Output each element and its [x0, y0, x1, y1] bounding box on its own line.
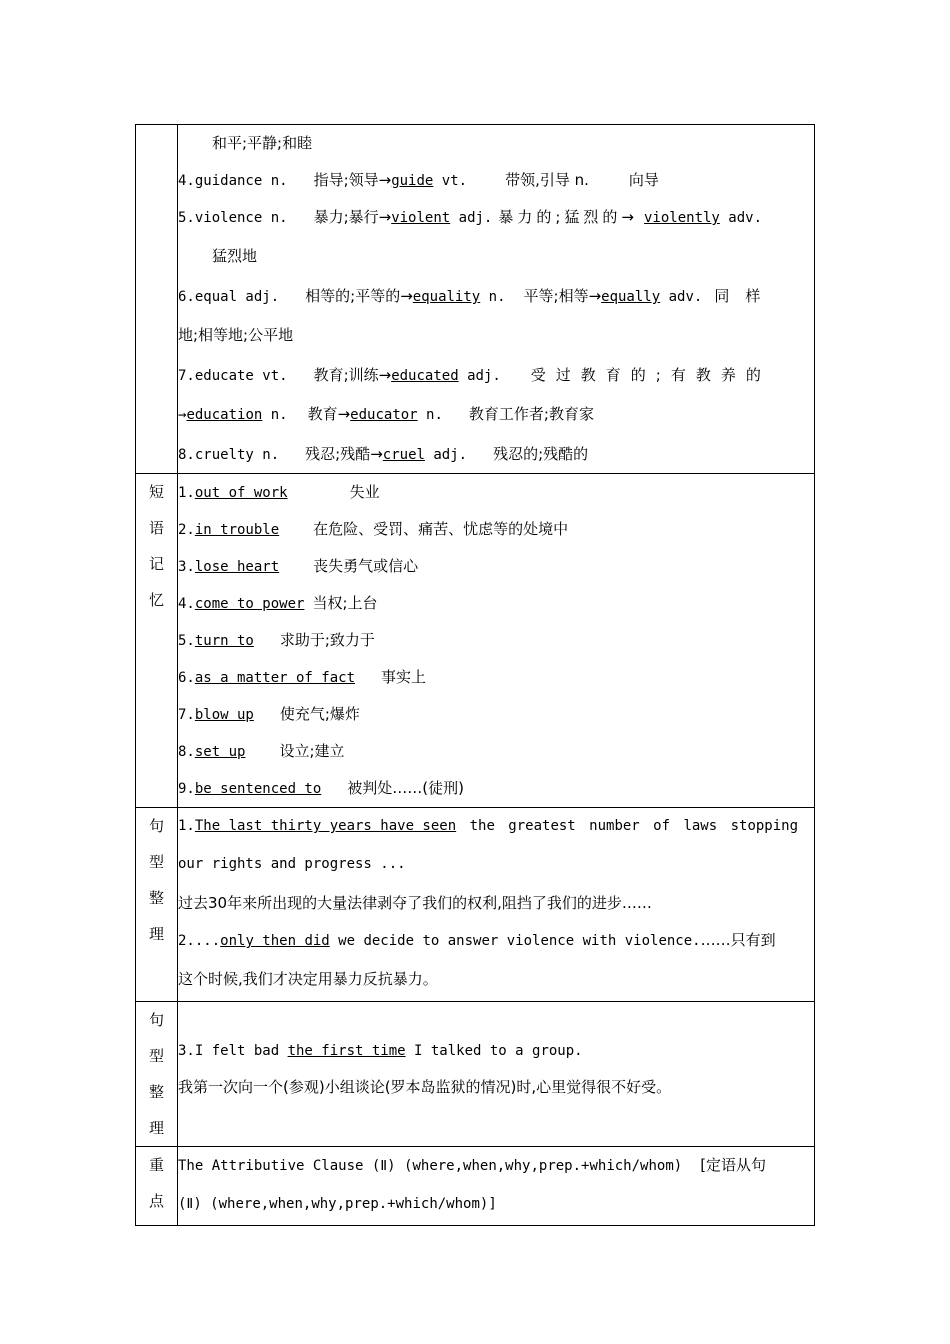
text-phrases-items-7-n: 8. [178, 744, 195, 760]
text-sentences1-s1-rest: the greatest number of laws stopping [456, 818, 799, 834]
text-vocab-w7-c: educated [391, 368, 459, 384]
vocab-item-8 [178, 436, 814, 473]
vocab-item-4 [178, 162, 814, 199]
text-vocab-w7-e: 受过教育的;有教养的 [530, 366, 771, 384]
grammar-row [136, 1147, 815, 1226]
text-phrases-items-1-n: 2. [178, 522, 195, 538]
text-phrases-items-6-en: blow up [194, 707, 254, 723]
text-phrases-items-4-cn: 求助于;致力于 [279, 631, 375, 649]
text-vocab-w7-f: → [178, 407, 187, 423]
text-sentences2-label-1: 型 [148, 1047, 164, 1065]
text-vocab-w8-e: 残忍的;残酷的 [493, 445, 589, 463]
text-vocab-w7-n: 7. [178, 368, 195, 384]
text-phrases-items-6-cn: 使充气;爆炸 [279, 705, 360, 723]
sentences-label-2 [136, 1002, 178, 1147]
text-sentences1-s1-cn: 过去30年来所出现的大量法律剥夺了我们的权利,阻挡了我们的进步…… [178, 894, 652, 912]
text-vocab-w4-d: vt. [433, 173, 468, 189]
text-vocab-w7-h: n. [262, 407, 288, 423]
text-phrases-items-2-cn: 丧失勇气或信心 [313, 557, 419, 575]
sentence-1 [178, 808, 814, 844]
text-phrases-items-3-cn: 当权;上台 [312, 594, 378, 612]
phrase-item-3 [178, 548, 814, 585]
text-sentences2-label-0: 句 [148, 1011, 164, 1029]
text-phrases-items-8-cn: 被判处……(徒刑) [347, 779, 465, 797]
text-phrases-items-4-en: turn to [194, 633, 254, 649]
text-vocab-w7-i: 教育→ [307, 405, 351, 423]
text-sentences1-s1-cont: our rights and progress ... [178, 856, 406, 872]
vocab-item-6 [178, 278, 814, 315]
text-sentences2-label-3: 理 [148, 1119, 164, 1137]
text-phrases-items-2-n: 3. [178, 559, 195, 575]
text-phrases-items-5-en: as a matter of fact [194, 670, 356, 686]
phrases-cell [178, 474, 815, 808]
text-sentences2-s3-n: 3.I felt bad [178, 1043, 288, 1059]
text-sentences1-label-2: 整 [148, 889, 164, 907]
text-grammar-line1a: The Attributive Clause (Ⅱ) (where,when,why,prep.+which/whom) [178, 1158, 683, 1174]
text-phrases-items-3-en: come to power [194, 596, 305, 612]
sentence-1-cont [178, 844, 814, 885]
text-phrases-items-8-en: be sentenced to [194, 781, 322, 797]
text-grammar-line1b: [定语从句 [700, 1156, 767, 1174]
phrase-item-4 [178, 585, 814, 622]
text-vocab-w6-i: 地;相等地;公平地 [178, 326, 294, 344]
text-vocab-w8-d: adj. [424, 447, 468, 463]
vocab-item-6-cont [178, 315, 814, 357]
text-phrases-label-1: 语 [148, 519, 164, 537]
text-vocab-w7-b: 教育;训练→ [313, 366, 392, 384]
text-phrases-items-7-en: set up [194, 744, 246, 760]
text-sentences1-s2-cn2: 这个时候,我们才决定用暴力反抗暴力。 [178, 970, 438, 988]
text-vocab-w6-c: equality [412, 289, 481, 305]
text-vocab-w5-b: 暴力;暴行→ [313, 208, 392, 226]
text-phrases-label-3: 忆 [148, 591, 164, 609]
text-vocab-w8-n: 8. [178, 447, 195, 463]
text-sentences1-s1-n: 1. [178, 818, 195, 834]
text-vocab-w5-c: violent [391, 210, 451, 226]
text-phrases-items-1-en: in trouble [194, 522, 280, 538]
text-vocab-w6-g: adv. [660, 289, 703, 305]
sentences-row-2 [136, 1002, 815, 1147]
sentence-2 [178, 922, 814, 959]
phrases-label [136, 474, 178, 808]
text-phrases-items-3-n: 4. [178, 596, 195, 612]
text-phrases-items-5-n: 6. [178, 670, 195, 686]
phrase-item-1 [178, 474, 814, 511]
sentence-2-cont [178, 959, 814, 1001]
text-grammar-label-0: 重 [148, 1156, 164, 1174]
vocab-line-0 [178, 125, 814, 162]
text-phrases-items-5-cn: 事实上 [381, 668, 427, 686]
text-phrases-items-0-cn: 失业 [349, 483, 380, 501]
text-vocab-w6-h: 同样 [714, 287, 777, 305]
study-table [135, 124, 815, 1226]
text-vocab-w4-c: guide [391, 173, 434, 189]
phrases-row [136, 474, 815, 808]
text-phrases-items-0-en: out of work [194, 485, 288, 501]
text-vocab-w5-d: adj. [450, 210, 493, 226]
grammar-line-2 [178, 1184, 814, 1225]
sentences-cell-1 [178, 808, 815, 1002]
text-grammar-line2: (Ⅱ) (where,when,why,prep.+which/whom)] [178, 1196, 497, 1212]
text-vocab-w5-f: violently [644, 210, 720, 226]
text-vocab-w6-a: equal adj. [194, 289, 280, 305]
text-vocab-w4-n: 4. [178, 173, 195, 189]
sentence-3-translation [178, 1069, 814, 1106]
text-sentences1-label-0: 句 [148, 817, 164, 835]
text-vocab-w7-g: education [186, 407, 263, 423]
text-sentences1-s2-cn1: ……只有到 [700, 931, 776, 949]
text-sentences1-s2-n: 2.... [178, 933, 221, 949]
text-vocab-w5-e: 暴力的;猛烈的→ [498, 208, 638, 226]
phrase-item-8 [178, 733, 814, 770]
sentences-row-1 [136, 808, 815, 1002]
grammar-line-1 [178, 1147, 814, 1184]
text-vocab-w7-k: n. [417, 407, 443, 423]
text-phrases-items-0-n: 1. [178, 485, 195, 501]
text-sentences1-s2-rest: we decide to answer violence with violence. [329, 933, 701, 949]
sentence-3 [178, 1033, 814, 1069]
text-phrases-items-2-en: lose heart [194, 559, 280, 575]
text-vocab-w6-e: 平等;相等→ [523, 287, 602, 305]
grammar-cell [178, 1147, 815, 1226]
text-vocab-w8-c: cruel [382, 447, 425, 463]
text-vocab-w4-f: 向导 [628, 171, 659, 189]
text-sentences2-label-2: 整 [148, 1083, 164, 1101]
text-vocab-w5-n: 5. [178, 210, 195, 226]
vocab-row [136, 125, 815, 474]
text-vocab-w4-e: 带领,引导 n. [505, 171, 589, 189]
text-vocab-w7-l: 教育工作者;教育家 [468, 405, 594, 423]
text-phrases-items-1-cn: 在危险、受罚、痛苦、忧虑等的处境中 [313, 520, 569, 538]
text-phrases-items-8-n: 9. [178, 781, 195, 797]
vocab-item-7-cont [178, 394, 814, 436]
text-grammar-label-1: 点 [148, 1192, 164, 1210]
text-sentences1-label-1: 型 [148, 853, 164, 871]
text-phrases-items-6-n: 7. [178, 707, 195, 723]
text-phrases-label-2: 记 [148, 555, 164, 573]
text-vocab-w8-a: cruelty n. [194, 447, 280, 463]
text-phrases-items-4-n: 5. [178, 633, 195, 649]
text-sentences2-s3-rest: I talked to a group. [405, 1043, 583, 1059]
vocab-cell [178, 125, 815, 474]
text-sentences2-s3-u: the first time [287, 1043, 406, 1059]
text-vocab-w7-d: adj. [458, 368, 501, 384]
sentence-1-translation [178, 885, 814, 922]
sentences-cell-2 [178, 1002, 815, 1147]
phrase-item-7 [178, 696, 814, 733]
text-phrases-label-0: 短 [148, 483, 164, 501]
text-vocab-w4-b: 指导;领导→ [313, 171, 392, 189]
text-phrases-items-7-cn: 设立;建立 [279, 742, 345, 760]
text-vocab-w7-a: educate vt. [194, 368, 288, 384]
text-sentences1-label-3: 理 [148, 925, 164, 943]
text-sentences1-s2-u: only then did [220, 933, 330, 949]
vocab-label-cell [136, 125, 178, 474]
text-vocab-w4-a: guidance n. [194, 173, 288, 189]
text-vocab-l0: 和平;平静;和睦 [212, 134, 313, 152]
text-vocab-w8-b: 残忍;残酷→ [305, 445, 383, 463]
text-sentences1-s1-u: The last thirty years have seen [194, 818, 457, 834]
phrase-item-9 [178, 770, 814, 807]
vocab-item-5 [178, 199, 814, 236]
text-vocab-w7-j: educator [350, 407, 418, 423]
text-vocab-w5-g: adv. [719, 210, 763, 226]
text-vocab-w6-d: n. [480, 289, 506, 305]
text-sentences2-s3-cn: 我第一次向一个(参观)小组谈论(罗本岛监狱的情况)时,心里觉得很不好受。 [178, 1078, 672, 1096]
text-vocab-w5-h: 猛烈地 [212, 247, 258, 265]
grammar-label [136, 1147, 178, 1226]
phrase-item-2 [178, 511, 814, 548]
text-vocab-w6-f: equally [601, 289, 661, 305]
text-vocab-w5-a: violence n. [194, 210, 288, 226]
vocab-item-5-cont [178, 236, 814, 278]
sentences-label-1 [136, 808, 178, 1002]
text-vocab-w6-n: 6. [178, 289, 195, 305]
phrase-item-5 [178, 622, 814, 659]
phrase-item-6 [178, 659, 814, 696]
vocab-item-7 [178, 357, 814, 394]
text-vocab-w6-b: 相等的;平等的→ [305, 287, 413, 305]
